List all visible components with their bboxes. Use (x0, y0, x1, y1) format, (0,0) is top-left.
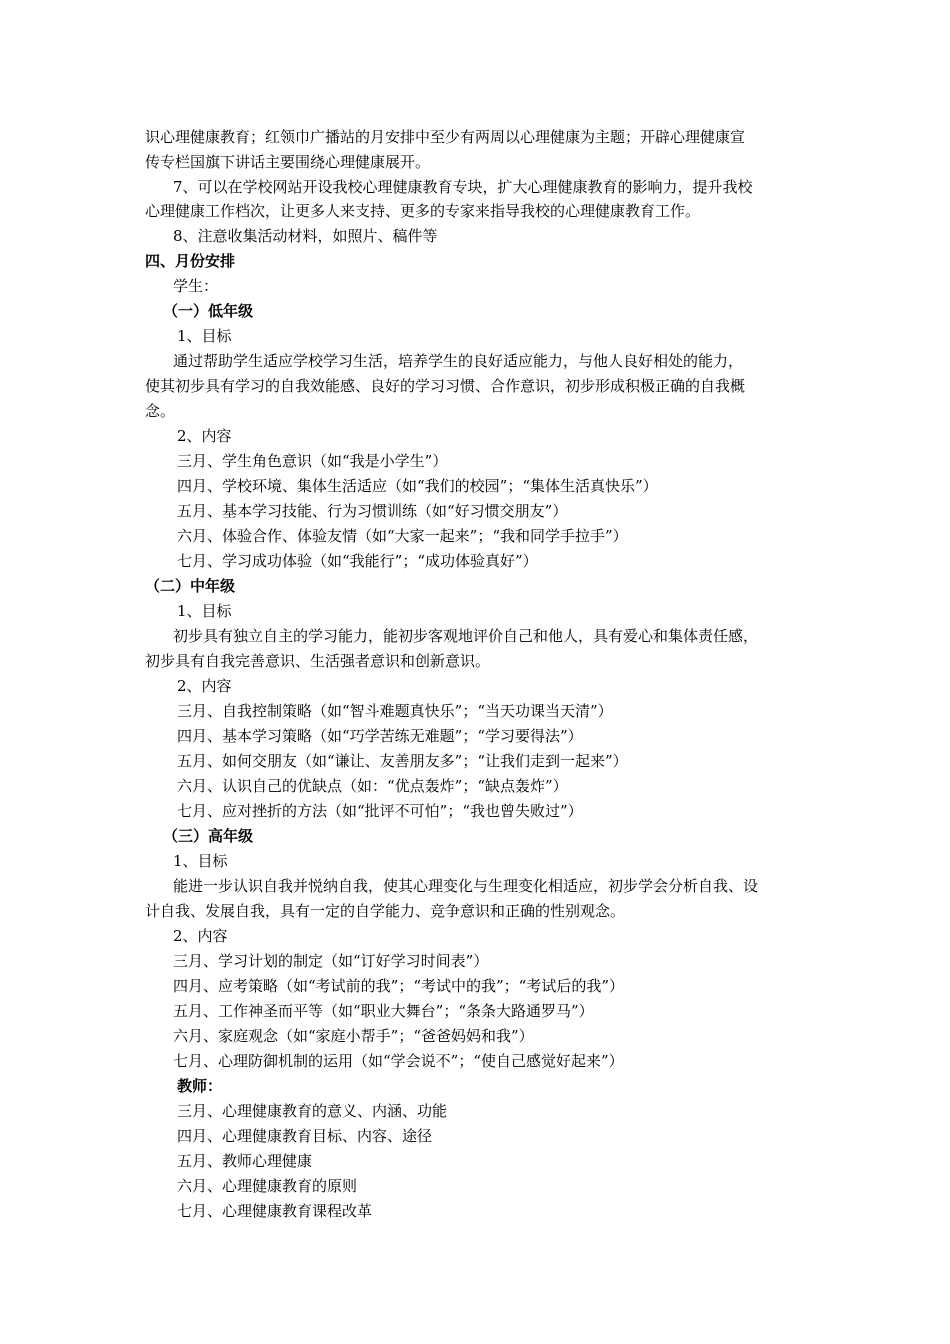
paragraph-line: 计自我、发展自我，具有一定的自学能力、竞争意识和正确的性别观念。 (145, 902, 626, 920)
paragraph-line: 念。 (145, 402, 176, 420)
paragraph-line: 通过帮助学生适应学校学习生活，培养学生的良好适应能力，与他人良好相处的能力， (173, 352, 744, 370)
list-item: 五月、教师心理健康 (177, 1152, 313, 1170)
item-label: 1、目标 (177, 602, 232, 620)
item-label: 1、目标 (177, 327, 232, 345)
paragraph-line: 使其初步具有学习的自我效能感、良好的学习习惯、合作意识，初步形成积极正确的自我概 (145, 377, 746, 395)
item-label: 1、目标 (173, 852, 228, 870)
paragraph-line: 8、注意收集活动材料，如照片、稿件等 (173, 227, 438, 245)
paragraph-line: 能进一步认识自我并悦纳自我，使其心理变化与生理变化相适应，初步学会分析自我、设 (173, 877, 759, 895)
list-item: 五月、工作神圣而平等（如“职业大舞台”；“条条大路通罗马”） (173, 1002, 594, 1020)
subsection-heading: （三）高年级 (163, 827, 254, 845)
paragraph-line: 初步具有独立自主的学习能力，能初步客观地评价自己和他人，具有爱心和集体责任感， (173, 627, 759, 645)
list-item: 六月、心理健康教育的原则 (177, 1177, 358, 1195)
list-item: 四月、应考策略（如“考试前的我”；“考试中的我”；“考试后的我”） (173, 977, 625, 995)
list-item: 六月、体验合作、体验友情（如“大家一起来”；“我和同学手拉手”） (177, 527, 628, 545)
list-item: 六月、认识自己的优缺点（如：“优点轰炸”；“缺点轰炸”） (177, 777, 568, 795)
list-item: 四月、心理健康教育目标、内容、途径 (177, 1127, 433, 1145)
list-item: 七月、心理防御机制的运用（如“学会说不”；“使自己感觉好起来”） (173, 1052, 624, 1070)
list-item: 四月、基本学习策略（如“巧学苦练无难题”；“学习要得法”） (177, 727, 583, 745)
paragraph-line: 识心理健康教育；红领巾广播站的月安排中至少有两周以心理健康为主题；开辟心理健康宣 (145, 128, 746, 146)
paragraph-line: 传专栏国旗下讲话主要围绕心理健康展开。 (145, 153, 431, 171)
item-label: 2、内容 (173, 927, 228, 945)
list-item: 五月、如何交朋友（如“谦让、友善朋友多”；“让我们走到一起来”） (177, 752, 628, 770)
item-label: 2、内容 (177, 677, 232, 695)
paragraph-line: 7、可以在学校网站开设我校心理健康教育专块，扩大心理健康教育的影响力，提升我校 (173, 178, 753, 196)
list-item: 三月、自我控制策略（如“智斗难题真快乐”；“当天功课当天清”） (177, 702, 613, 720)
subsection-heading: （一）低年级 (163, 302, 254, 320)
section-heading: 四、月份安排 (145, 252, 236, 270)
item-label: 2、内容 (177, 427, 232, 445)
paragraph-line: 心理健康工作档次，让更多人来支持、更多的专家来指导我校的心理健康教育工作。 (145, 202, 701, 220)
list-item: 五月、基本学习技能、行为习惯训练（如“好习惯交朋友”） (177, 502, 568, 520)
list-item: 四月、学校环境、集体生活适应（如“我们的校园”；“集体生活真快乐”） (177, 477, 658, 495)
list-item: 三月、学生角色意识（如“我是小学生”） (177, 452, 448, 470)
subsection-label: 学生： (173, 277, 219, 295)
list-item: 七月、应对挫折的方法（如“批评不可怕”；“我也曾失败过”） (177, 802, 583, 820)
list-item: 七月、学习成功体验（如“我能行”；“成功体验真好”） (177, 552, 538, 570)
list-item: 七月、心理健康教育课程改革 (177, 1202, 373, 1220)
list-item: 三月、学习计划的制定（如“订好学习时间表”） (173, 952, 489, 970)
subsection-heading: 教师： (177, 1077, 223, 1095)
list-item: 六月、家庭观念（如“家庭小帮手”；“爸爸妈妈和我”） (173, 1027, 534, 1045)
subsection-heading: （二）中年级 (145, 577, 236, 595)
paragraph-line: 初步具有自我完善意识、生活强者意识和创新意识。 (145, 652, 491, 670)
list-item: 三月、心理健康教育的意义、内涵、功能 (177, 1102, 448, 1120)
